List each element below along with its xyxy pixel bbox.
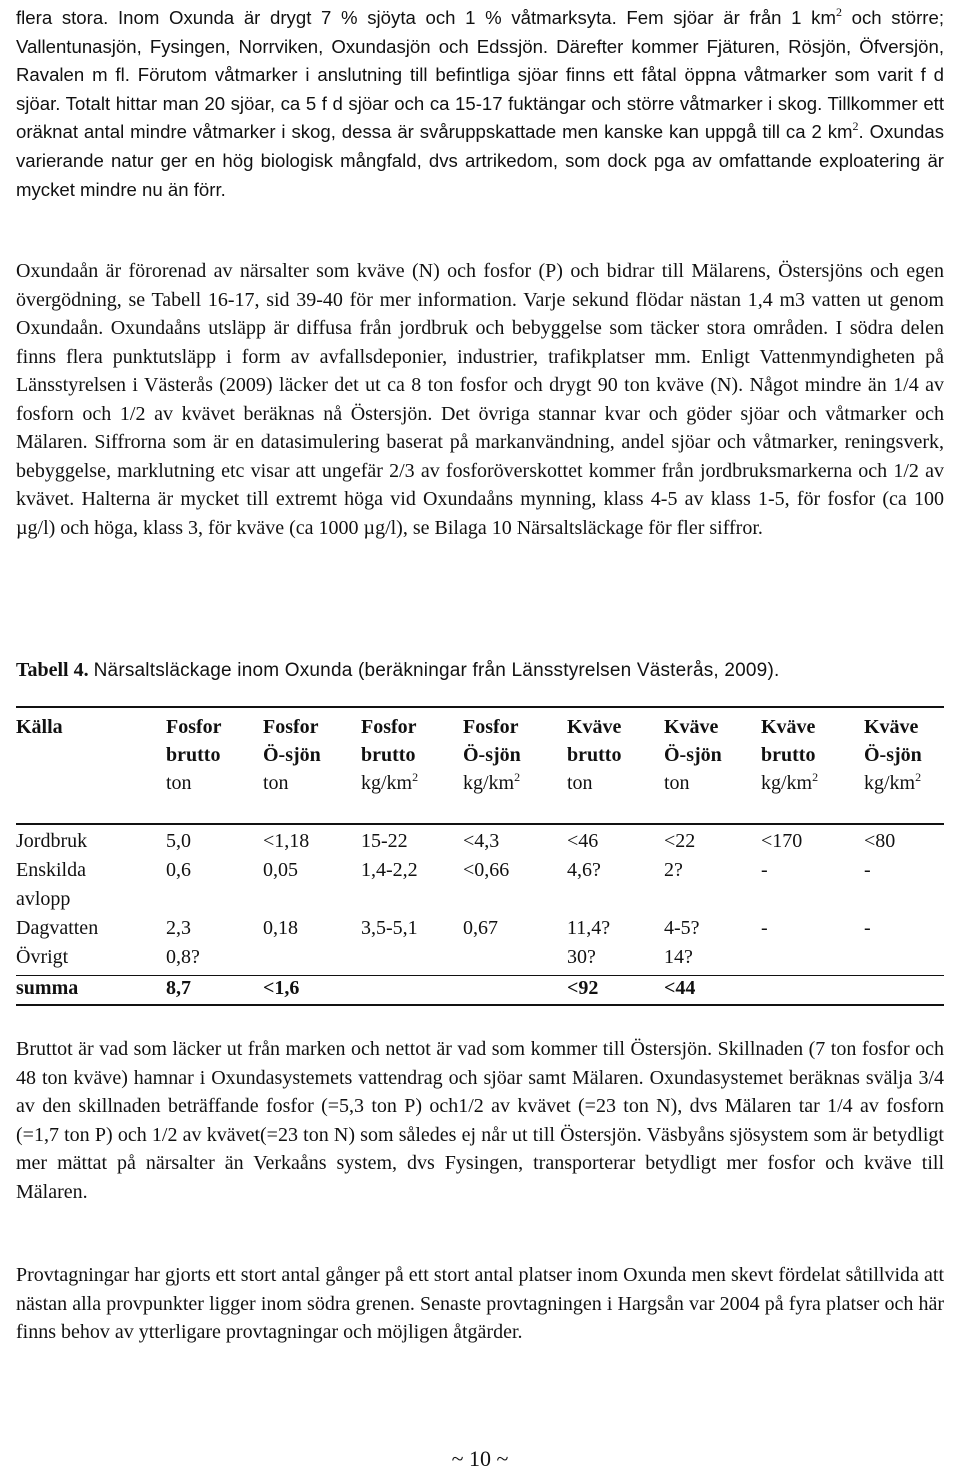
table-cell: <1,18 bbox=[263, 830, 310, 852]
table-total-row bbox=[16, 977, 944, 1007]
table-cell: 0,18 bbox=[263, 917, 298, 939]
paragraph-lakes-part-c: . Oxundas varierande natur ger en hög biologisk mångfald, dvs artrikedom, som dock pga av omfattande exploatering är mycket mindre nu än förr. bbox=[16, 121, 944, 200]
table-cell: Enskilda bbox=[16, 859, 86, 881]
header-cell: Ö-sjön bbox=[864, 744, 922, 766]
table-cell: 8,7 bbox=[166, 977, 191, 999]
header-cell: Ö-sjön bbox=[664, 744, 722, 766]
unit-cell: $kg/km^2$ bbox=[761, 770, 819, 794]
table-header-rule bbox=[16, 823, 944, 825]
unit-cell: $kg/km^2$ bbox=[361, 770, 419, 794]
header-cell: Kväve bbox=[864, 716, 919, 738]
header-cell: Kväve bbox=[567, 716, 622, 738]
unit-cell: ton bbox=[567, 772, 593, 794]
table-cell: - bbox=[864, 917, 871, 939]
paragraph-sampling: Provtagningar har gjorts ett stort antal gånger på ett stort antal platser inom Oxunda men skevt fördelat såtillvida att nästan alla provpunkter ligger inom södra grenen. Senaste provtagningen i Hargsån var 2004 på fyra platser och här finns behov av ytterligare provtagningar och möjligen åtgärder. bbox=[16, 1264, 944, 1344]
table-cell: 3,5-5,1 bbox=[361, 917, 418, 939]
table-cell: Dagvatten bbox=[16, 917, 99, 939]
table-cell: <44 bbox=[664, 977, 696, 999]
table-cell: 15-22 bbox=[361, 830, 408, 852]
table-caption-text: Närsaltsläckage inom Oxunda (beräkningar från Länsstyrelsen Västerås, 2009). bbox=[93, 660, 780, 681]
paragraph-lakes bbox=[16, 4, 944, 204]
unit-cell: ton bbox=[263, 772, 289, 794]
table-header-row-1 bbox=[16, 716, 944, 746]
table-cell: <80 bbox=[864, 830, 896, 852]
paragraph-nutrients: Oxundaån är förorenad av närsalter som kväve (N) och fosfor (P) och bidrar till Mälarens, Östersjöns och egen övergödning, se Tabell 16-17, sid 39-40 för mer information. Varje sekund flödar nästan 1,4 m3 vatten ut genom Oxundaån. Oxundaåns utsläpp är diffusa från jordbruk och bebyggelse som täcker stora områden. I södra delen finns flera punktutsläpp i form av avfallsdeponier, industrier, trafikplatser mm. Enligt Vattenmyndigheten på Länsstyrelsen i Västerås (2009) läcker det ut ca 8 ton fosfor och drygt 90 ton kväve (N). Något mindre än 1/4 av fosforn och 1/2 av kvävet beräknas nå Östersjön. Det övriga stannar kvar och göder sjöar och våtmarker och Mälaren. Siffrorna som är en datasimulering baserat på markanvändning, andel sjöar och våtmarker, reningsverk, bebyggelse, marklutning etc visar att ungefär 2/3 av fosforöverskottet kommer från jordbruksmarkerna och 1/2 av kvävet. Halterna är mycket till extremt höga vid Oxundaåns mynning, klass 4-5 av klass 1-5, för fosfor (ca 100 µg/l) och höga, klass 3, för kväve (ca 1000 µg/l), se Bilaga 10 Närsaltsläckage för fler siffror. bbox=[16, 260, 944, 539]
paragraph-lakes-part-a: flera stora. Inom Oxunda är drygt 7 % sjöyta och 1 % våtmarksyta. Fem sjöar är från 1 km bbox=[16, 7, 836, 28]
table-cell: 0,6 bbox=[166, 859, 191, 881]
table-cell: 30? bbox=[567, 946, 596, 968]
table-cell: - bbox=[761, 859, 768, 881]
table-cell: 4-5? bbox=[664, 917, 700, 939]
header-cell: brutto bbox=[166, 744, 221, 766]
table-cell: 0,8? bbox=[166, 946, 200, 968]
table-cell: 1,4-2,2 bbox=[361, 859, 418, 881]
table-cell: 14? bbox=[664, 946, 693, 968]
table-row bbox=[16, 830, 944, 860]
table-caption bbox=[16, 659, 944, 682]
superscript: 2 bbox=[835, 5, 842, 19]
paragraph-brutto-netto: Bruttot är vad som läcker ut från marken och nettot är vad som kommer till Östersjön. Skillnaden (7 ton fosfor och 48 ton kväve) hamnar i Oxundasystemets vattendrag och sjöar samt Mälaren. Oxundasystemet beräknas svälja 3/4 av den skillnaden beträffande fosfor (=5,3 ton P) och1/2 av kvävet (=23 ton N), dvs Mälaren tar 1/4 av fosforn (=1,7 ton P) och 1/2 av kvävet(=23 ton N) som således ej når ut till Östersjön. Väsbyåns sjösystem som är betydligt mer mättat på närsalter än Verkaåns system, dvs Fysingen, transporterar betydligt mer fosfor och kväve till Mälaren. bbox=[16, 1038, 944, 1203]
header-cell: brutto bbox=[567, 744, 622, 766]
table-cell: Övrigt bbox=[16, 946, 69, 968]
table-cell: - bbox=[761, 917, 768, 939]
header-cell: brutto bbox=[761, 744, 816, 766]
header-cell: brutto bbox=[361, 744, 416, 766]
table-cell: 4,6? bbox=[567, 859, 601, 881]
table-top-rule bbox=[16, 706, 944, 708]
table-header-row-2 bbox=[16, 744, 944, 774]
table-cell: <92 bbox=[567, 977, 599, 999]
table-cell: 0,05 bbox=[263, 859, 298, 881]
unit-cell: ton bbox=[166, 772, 192, 794]
header-cell: Ö-sjön bbox=[263, 744, 321, 766]
header-cell: Fosfor bbox=[463, 716, 519, 738]
table-cell: <1,6 bbox=[263, 977, 300, 999]
superscript: 2 bbox=[852, 119, 859, 134]
table-cell: summa bbox=[16, 977, 79, 999]
header-cell: Fosfor bbox=[361, 716, 417, 738]
table-cell: 5,0 bbox=[166, 830, 191, 852]
table-cell: 2? bbox=[664, 859, 683, 881]
table-cell: - bbox=[864, 859, 871, 881]
table-cell: <22 bbox=[664, 830, 696, 852]
header-cell: Fosfor bbox=[263, 716, 319, 738]
table-row bbox=[16, 946, 944, 976]
table-cell: avlopp bbox=[16, 888, 71, 910]
page-number: ~ 10 ~ bbox=[451, 1446, 509, 1471]
table-caption-label: Tabell 4. bbox=[16, 659, 89, 681]
header-cell: Fosfor bbox=[166, 716, 222, 738]
table-row bbox=[16, 917, 944, 947]
table-cell: <46 bbox=[567, 830, 599, 852]
table-cell: 2,3 bbox=[166, 917, 191, 939]
table-cell: <0,66 bbox=[463, 859, 510, 881]
table-row bbox=[16, 888, 944, 918]
unit-cell: $kg/km^2$ bbox=[463, 770, 521, 794]
table-row bbox=[16, 859, 944, 889]
table-cell: <4,3 bbox=[463, 830, 500, 852]
table-bottom-rule bbox=[16, 1004, 944, 1006]
unit-cell: ton bbox=[664, 772, 690, 794]
table-cell: Jordbruk bbox=[16, 830, 88, 852]
table-units-row bbox=[16, 772, 944, 802]
header-cell: Kväve bbox=[761, 716, 816, 738]
header-cell: Kväve bbox=[664, 716, 719, 738]
table-total-rule bbox=[16, 975, 944, 976]
table-cell: <170 bbox=[761, 830, 803, 852]
unit-cell: $kg/km^2$ bbox=[864, 770, 922, 794]
header-cell: Källa bbox=[16, 716, 63, 738]
header-cell: Ö-sjön bbox=[463, 744, 521, 766]
table-cell: 11,4? bbox=[567, 917, 611, 939]
table-cell: 0,67 bbox=[463, 917, 498, 939]
paragraph-lakes-part-b: och större; Vallentunasjön, Fysingen, Norrviken, Oxundasjön och Edssjön. Därefter kommer Fjäturen, Rösjön, Öfversjön, Ravalen m fl. Förutom våtmarker i anslutning till befintliga sjöar finns ett fåtal öppna våtmarker som varit f d sjöar. Totalt hittar man 20 sjöar, ca 5 f d sjöar och ca 15-17 fuktängar och större våtmarker i skog. Tillkommer ett oräknat antal mindre våtmarker i skog, dessa är svåruppskattade men kanske kan uppgå till ca 2 km bbox=[16, 7, 944, 143]
